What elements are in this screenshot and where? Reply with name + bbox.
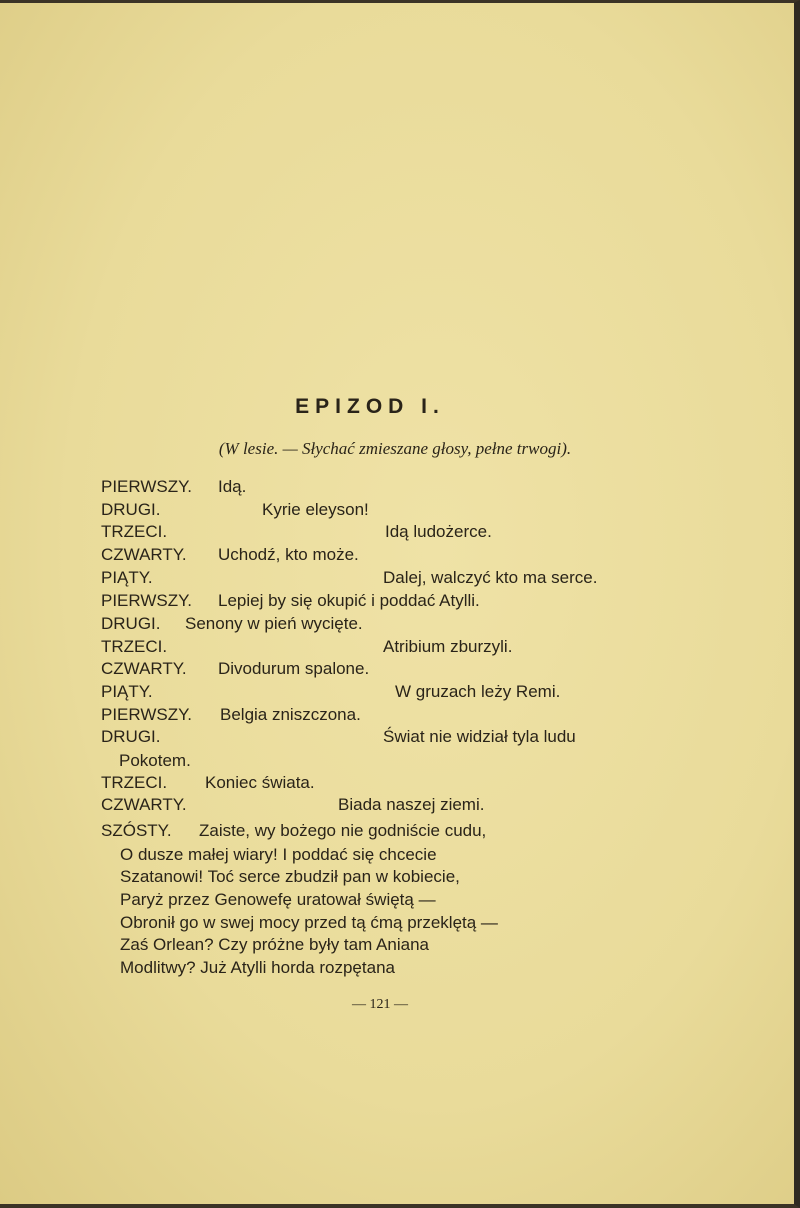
verse-line: Obronił go w swej mocy przed tą ćmą przeklętą — [120,913,498,932]
speaker: PIĄTY. [101,682,153,701]
episode-title: EPIZOD I. [295,395,445,418]
verse-line: O dusze małej wiary! I poddać się chcecie [120,845,437,864]
page-number: — 121 — [352,997,408,1012]
dialogue-line [101,821,641,847]
speaker: DRUGI. [101,614,161,633]
speech-continuation: Pokotem. [119,751,191,770]
verse-line: Zaś Orlean? Czy próżne były tam Aniana [120,935,429,954]
speech: Biada naszej ziemi. [338,795,485,814]
speech: Idą ludożerce. [385,522,492,541]
speech: Dalej, walczyć kto ma serce. [383,568,598,587]
speech: Idą. [218,477,247,496]
speech: Świat nie widział tyla ludu [383,727,576,746]
speech: Divodurum spalone. [218,659,370,678]
speech: Uchodź, kto może. [218,545,359,564]
speaker: TRZECI. [101,522,168,541]
speech: W gruzach leży Remi. [395,682,561,701]
speaker: CZWARTY. [101,545,187,564]
speaker: TRZECI. [101,773,168,792]
verse-line: Modlitwy? Już Atylli horda rozpętana [120,958,395,977]
speech: Kyrie eleyson! [262,500,369,519]
dialogue-line [101,795,641,821]
stage-direction: (W lesie. — Słychać zmieszane głosy, pełne trwogi). [218,439,572,458]
speaker: PIERWSZY. [101,591,193,610]
speech: Zaiste, wy bożego nie godniście cudu, [199,821,487,840]
speech: Lepiej by się okupić i poddać Atylli. [218,591,480,610]
verse-line: Szatanowi! Toć serce zbudził pan w kobiecie, [120,867,460,886]
speaker: SZÓSTY. [101,821,172,840]
speaker: CZWARTY. [101,659,187,678]
speaker: DRUGI. [101,500,161,519]
speech: Belgia zniszczona. [220,705,361,724]
speaker: PIERWSZY. [101,477,193,496]
speech: Atribium zburzyli. [383,637,513,656]
speaker: PIERWSZY. [101,705,193,724]
dialogue-line [101,727,641,753]
speaker: TRZECI. [101,637,168,656]
speaker: DRUGI. [101,727,161,746]
speech: Senony w pień wycięte. [185,614,363,633]
speaker: CZWARTY. [101,795,187,814]
speaker: PIĄTY. [101,568,153,587]
verse-line: Paryż przez Genowefę uratował świętą — [120,890,436,909]
speech: Koniec świata. [205,773,315,792]
